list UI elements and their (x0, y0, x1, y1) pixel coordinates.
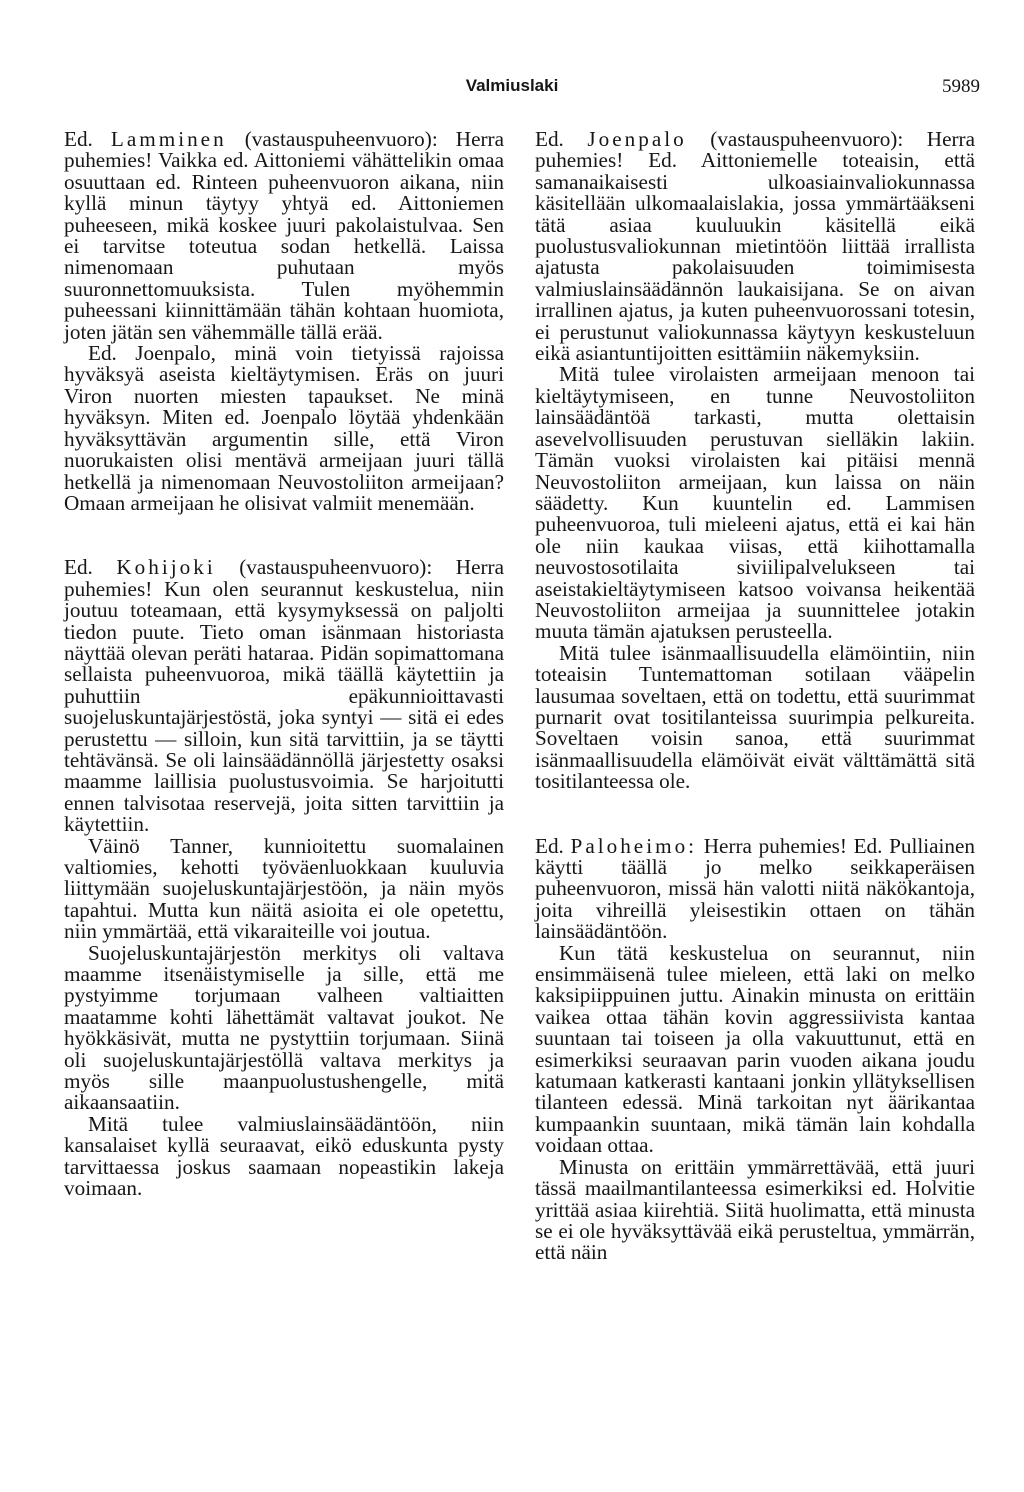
speech-paloheimo-p2: Kun tätä keskustelua on seurannut, niin ensimmäisenä tulee mieleen, että laki on melko kaksipiippuinen juttu. Ainakin minusta on erittäin vaikea ottaa tähän kovin aggressiivista kantaa suuntaan tai toiseen ja olla vakuuttunut, että en esimerkiksi seuraavan parin vuoden aikana joudu katumaan katkerasti kantaani jonkin yllätyksellisen tilanteen edessä. Minä tarkoitan nyt äärikantaa kumpaankin suuntaan, mikä tämän lain kohdalla voidaan ottaa. (535, 940, 975, 1158)
paragraph-text: Herra puhemies! Kun olen seurannut keskustelua, niin joutuu toteamaan, että kysymyksessä on paljolti tiedon puute. Tieto oman isänmaan historiasta näyttää olevan peräti hataraa. Pidän sopimattomana sellaista puheenvuoroa, mikä täällä käytettiin ja puhuttiin epäkunnioittavasti suojeluskuntajärjestöstä, joka syntyi — sitä ei edes perustettu — silloin, kun sitä tarvittiin, ja se täytti tehtävänsä. Se oli lainsäädännöllä järjestetty osaksi maamme laillisia puolustusvoimia. Se harjoitutti ennen talvisotaa reservejä, joita sitten tarvittiin ja käytettiin. (64, 555, 504, 837)
speech-joenpalo-p1 (535, 129, 975, 364)
speaker-name: Kohijoki (116, 555, 216, 580)
speech-separator (535, 793, 975, 836)
speech-tag: (vastauspuheenvuoro): (244, 127, 438, 151)
speech-lead: Ed. (535, 833, 564, 858)
speech-kohijoki-p3: Suojeluskuntajärjestön merkitys oli valtava maamme itsenäistymiselle ja sille, että me pystyimme torjumaan valheen valtiaitten maatamme kohti lähettämät valtavat joukot. Ne hyökkäsivät, mutta ne pystyttiin torjumaan. Siinä oli suojeluskuntajärjestöllä valtava merkitys ja myös sille maanpuolustushengelle, mitä aikaansaatiin. (64, 940, 504, 1115)
paragraph-text: Herra puhemies! Vaikka ed. Aittoniemi vähättelikin omaa osuuttaan ed. Rinteen puheenvuoron aikana, niin kyllä minun täytyy yhtyä ed. Aittoniemen puheeseen, mikä koskee juuri pakolaistulvaa. Sen ei tarvitse toteutua sodan hetkellä. Laissa nimenomaan puhutaan myös suuronnettomuuksista. Tulen myöhemmin puheessani kiinnittämään tähän kohtaan huomiota, joten jätän sen vähemmälle tällä erää. (64, 127, 504, 344)
speaker-name: Paloheimo: (570, 833, 698, 858)
speech-kohijoki-p4: Mitä tulee valmiuslainsäädäntöön, niin kansalaiset kyllä seuraavat, eikö eduskunta pysty tarvittaessa joskus saamaan nopeastikin lakeja voimaan. (64, 1111, 504, 1201)
speech-joenpalo-p2: Mitä tulee virolaisten armeijaan menoon tai kieltäytymiseen, en tunne Neuvostoliiton lainsäädäntöä tarkasti, mutta olettaisin asevelvollisuuden perustuvan sielläkin lakiin. Tämän vuoksi virolaisten kai pitäisi mennä Neuvostoliiton armeijaan, kun laissa on näin säädetty. Kun kuuntelin ed. Lammisen puheenvuoroa, tuli mieleeni ajatus, että ei kai hän ole niin kaukaa viisas, että kiihottamalla neuvostosotilaita siviilipalvelukseen tai aseistakieltäytymiseen katsoo voivansa heikentää Neuvostoliiton armeijaa ja suunnittelee jotakin muuta tämän ajatuksen perusteella. (535, 362, 975, 644)
speech-joenpalo-p3: Mitä tulee isänmaallisuudella elämöintiin, niin toteaisin Tuntemattoman sotilaan vääpelin lausumaa soveltaen, että on todettu, että suurimmat purnarit ovat tositilanteissa suurimpia pelkureita. Soveltaen voisin sanoa, että suurimmat isänmaallisuudella elämöivät eivät välttämättä sitä tositilanteessa ole. (535, 640, 975, 794)
speech-kohijoki-p1 (64, 557, 504, 835)
speech-paloheimo-p3: Minusta on erittäin ymmärrettävää, että juuri tässä maailmantilanteessa esimerkiksi ed. Holvitie yrittää asiaa kiirehtiä. Siitä huolimatta, että minusta se ei ole hyväksyttävää eikä perusteltua, ymmärrän, että näin (535, 1154, 975, 1265)
speech-lamminen-p2: Ed. Joenpalo, minä voin tietyissä rajoissa hyväksyä aseista kieltäytymisen. Eräs on juuri Viron nuorten miesten tapaukset. Ne minä hyväksyn. Miten ed. Joenpalo löytää yhdenkään hyväksyttävän argumentin sille, että Viron nuorukaisten olisi mentävä armeijaan juuri tällä hetkellä ja nimenomaan Neuvostoliiton armeijaan? Omaan armeijaan he olisivat valmiit menemään. (64, 341, 504, 515)
speech-separator (64, 514, 504, 557)
speaker-name: Lamminen (110, 127, 227, 151)
speech-tag: (vastauspuheenvuoro): (239, 555, 433, 580)
running-header-title: Valmiuslaki (465, 76, 559, 95)
speech-lamminen-p1 (64, 129, 504, 343)
speech-lead: Ed. (64, 127, 93, 151)
speech-kohijoki-p2: Väinö Tanner, kunnioitettu suomalainen valtiomies, kehotti työväenluokkaan kuuluvia liittymään suojeluskuntajärjestöön, ja näin myös tapahtui. Mutta kun näitä asioita ei ole opetettu, niin ymmärtää, että vikaraiteille voi joutua. (64, 833, 504, 944)
speech-lead: Ed. (535, 127, 564, 151)
speech-tag: (vastauspuheenvuoro): (710, 127, 904, 151)
speaker-name: Joenpalo (587, 127, 687, 151)
left-column (64, 129, 504, 1200)
right-column (535, 129, 975, 1264)
speech-paloheimo-p1 (535, 833, 976, 944)
page-number: 5989 (942, 76, 980, 97)
paragraph-text: Herra puhemies! Ed. Pulliainen käytti täällä jo melko seikkaperäisen puheenvuoron, missä hän valotti niitä näkökantoja, joita vihreillä yleisestikin ottaen on tähän lainsäädäntöön. (535, 833, 976, 944)
paragraph-text: Herra puhemies! Ed. Aittoniemelle toteaisin, että samanaikaisesti ulkoasiainvaliokunnassa käsitellään ulkomaalaislakia, jossa ymmärtääkseni tätä asiaa kuuluukin käsitellä eikä puolustusvaliokunnan mietintöön liittää irrallista ajatusta pakolaisuuden toimimisesta valmiuslainsäädännön laukaisijana. Se on aivan irrallinen ajatus, ja kuten puheenvuorossani totesin, ei perustunut valiokunnassa käytyyn keskusteluun eikä asiantuntijoitten esittämiin näkemyksiin. (535, 127, 976, 366)
speech-lead: Ed. (64, 555, 93, 580)
